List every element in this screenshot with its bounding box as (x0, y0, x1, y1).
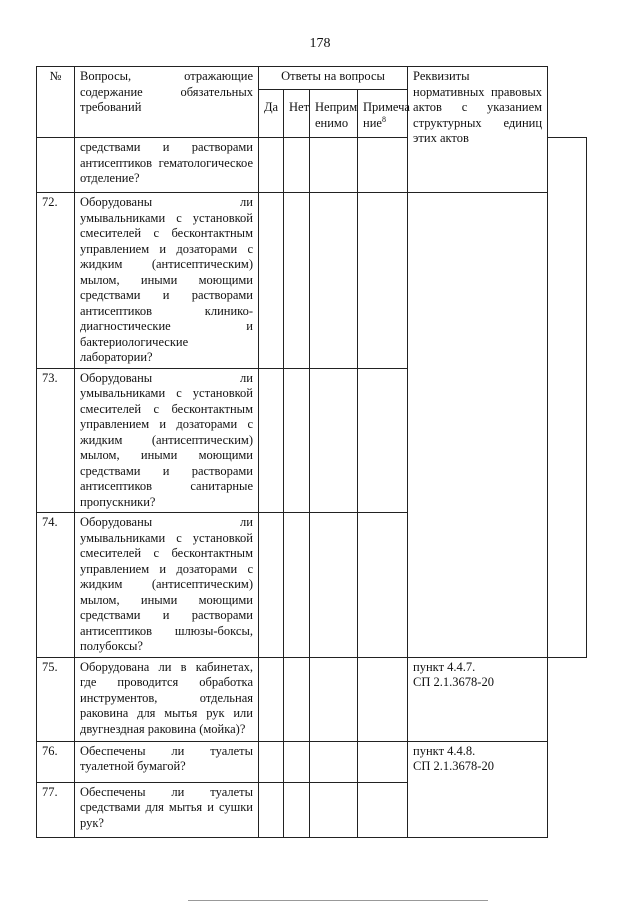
answer-no-cell (284, 368, 310, 513)
answer-yes-cell (259, 193, 284, 369)
requisites-cell-empty (548, 138, 587, 658)
column-header-note (358, 90, 408, 138)
row-question: Оборудована ли в кабинетах, где проводится обработка инструментов, отдельная раковина для мытья рук или двугнездная раковина (мойка)? (75, 657, 259, 741)
answer-note-cell (358, 138, 408, 193)
row-number: 72. (37, 193, 75, 369)
column-header-yes: Да (259, 90, 284, 138)
answer-note-cell (358, 368, 408, 513)
requisites-cell (408, 657, 548, 741)
column-header-number: № (37, 67, 75, 138)
answer-note-cell (358, 193, 408, 369)
requisite-clause: пункт 4.4.8. (413, 743, 476, 758)
column-header-requisites: Реквизиты нормативных правовых актов с указанием структурных единиц этих актов (408, 67, 548, 193)
answer-na-cell (310, 513, 358, 658)
bottom-divider (188, 900, 488, 901)
table-header-row (37, 67, 587, 90)
row-number: 73. (37, 368, 75, 513)
row-number (37, 138, 75, 193)
checklist-table (36, 66, 587, 838)
table-row (37, 193, 587, 369)
answer-yes-cell (259, 138, 284, 193)
answer-note-cell (358, 657, 408, 741)
answer-note-cell (358, 782, 408, 837)
answer-no-cell (284, 193, 310, 369)
answer-na-cell (310, 138, 358, 193)
requisite-act: СП 2.1.3678-20 (413, 759, 494, 773)
row-question: Обеспечены ли туалеты туалетной бумагой? (75, 741, 259, 782)
row-question: Оборудованы ли умывальниками с установкой смесителей с бесконтактным управлением и дозаторами с жидким (антисептическим) мылом, иными моющими средствами и растворами антисептиков клинико-диагностические и бактериологические лаборатории? (75, 193, 259, 369)
table-row (37, 368, 587, 513)
answer-no-cell (284, 513, 310, 658)
answer-yes-cell (259, 657, 284, 741)
table-row (37, 513, 587, 658)
requisites-cell (408, 741, 548, 837)
answer-na-cell (310, 741, 358, 782)
answer-na-cell (310, 782, 358, 837)
column-header-answers: Ответы на вопросы (259, 67, 408, 90)
column-header-no: Нет (284, 90, 310, 138)
row-question: Оборудованы ли умывальниками с установкой смесителей с бесконтактным управлением и дозаторами с жидким (антисептическим) мылом, иными моющими средствами и растворами антисептиков санитарные пропускники? (75, 368, 259, 513)
column-header-not-applicable: Неприм енимо (310, 90, 358, 138)
answer-note-cell (358, 513, 408, 658)
answer-yes-cell (259, 782, 284, 837)
answer-yes-cell (259, 513, 284, 658)
row-number: 77. (37, 782, 75, 837)
note-label: Примеча ние (363, 100, 410, 130)
row-question: Оборудованы ли умывальниками с установкой смесителей с бесконтактным управлением и дозаторами с жидким (антисептическим) мылом, иными моющими средствами и растворами антисептиков шлюзы-боксы, полубоксы? (75, 513, 259, 658)
answer-no-cell (284, 741, 310, 782)
row-number: 75. (37, 657, 75, 741)
answer-yes-cell (259, 741, 284, 782)
answer-no-cell (284, 782, 310, 837)
answer-note-cell (358, 741, 408, 782)
table-row (37, 741, 587, 782)
answer-na-cell (310, 368, 358, 513)
note-footnote-mark: 8 (381, 114, 386, 124)
answer-no-cell (284, 657, 310, 741)
requisite-act: СП 2.1.3678-20 (413, 675, 494, 689)
requisite-clause: пункт 4.4.7. (413, 659, 476, 674)
row-question: Обеспечены ли туалеты средствами для мытья и сушки рук? (75, 782, 259, 837)
row-question: средствами и растворами антисептиков гематологическое отделение? (75, 138, 259, 193)
page-number: 178 (309, 36, 331, 51)
row-number: 76. (37, 741, 75, 782)
row-number: 74. (37, 513, 75, 658)
answer-yes-cell (259, 368, 284, 513)
column-header-question: Вопросы, отражающие содержание обязательных требований (75, 67, 259, 138)
answer-no-cell (284, 138, 310, 193)
answer-na-cell (310, 193, 358, 369)
table-row (37, 657, 587, 741)
answer-na-cell (310, 657, 358, 741)
